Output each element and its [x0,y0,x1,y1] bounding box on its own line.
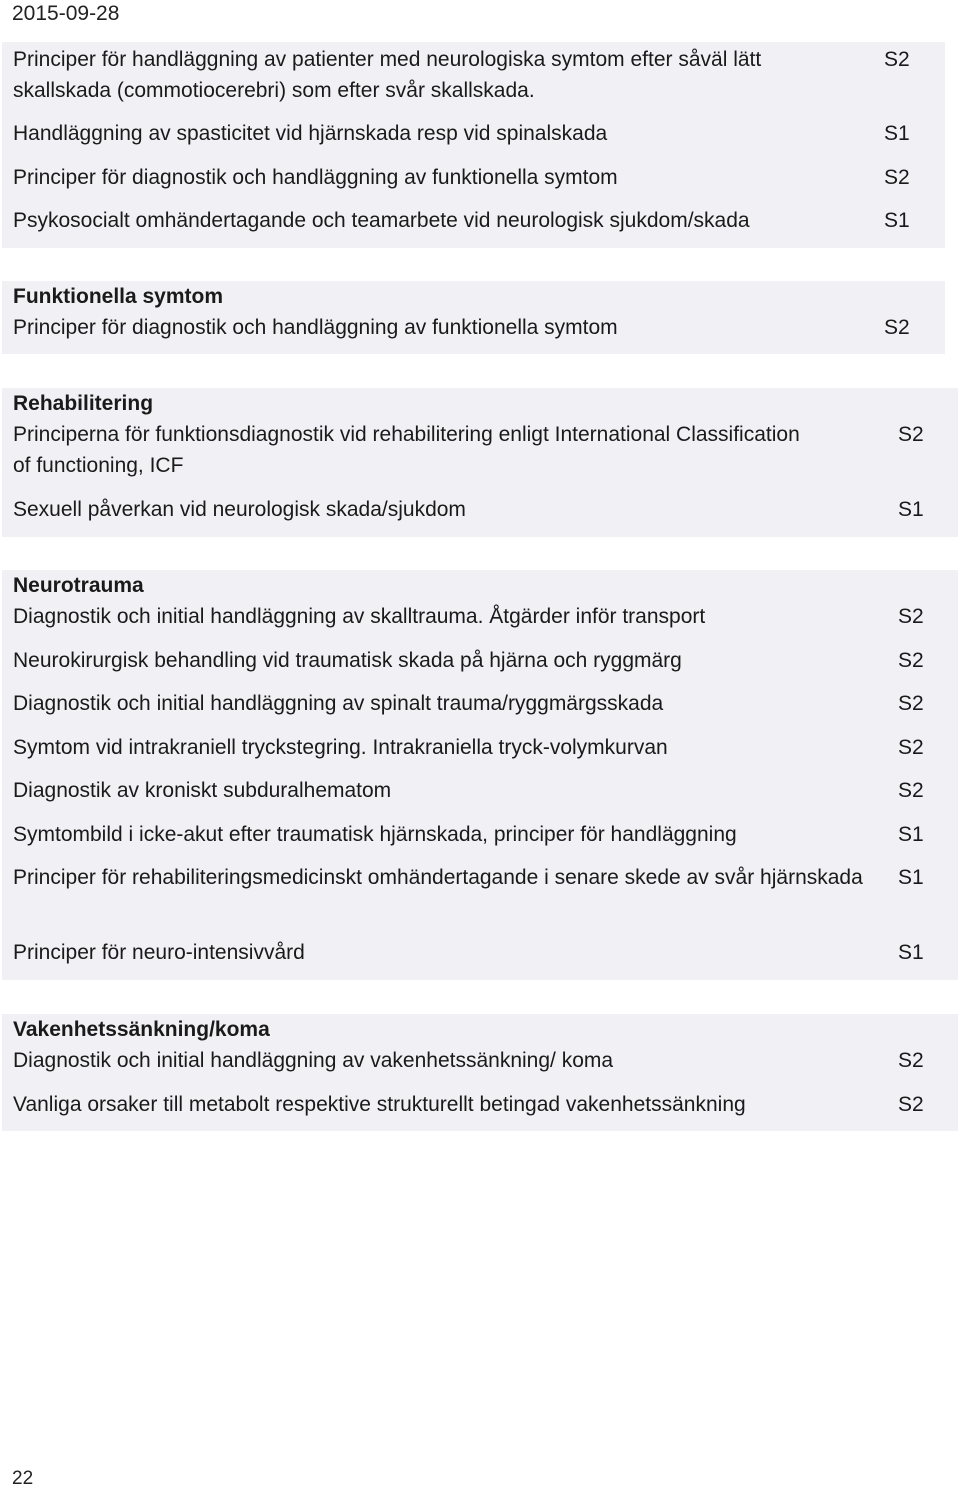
list-item [13,819,883,850]
list-item [13,1045,883,1076]
item-code: S1 [898,866,924,889]
item-text: Principer för neuro-intensivvård [13,941,305,964]
list-item [13,162,873,193]
document-date: 2015-09-28 [12,2,120,25]
list-item [13,688,883,719]
list-item [13,775,883,806]
list-item [13,494,873,525]
item-code: S2 [898,779,924,802]
section-block-general [2,42,945,248]
item-text: Principer för diagnostik och handläggning av funktionella symtom [13,166,618,189]
item-code: S2 [884,166,910,189]
item-code: S2 [898,605,924,628]
list-item [13,1089,883,1120]
list-item [13,312,873,343]
item-code: S2 [898,736,924,759]
item-text: Principerna för funktionsdiagnostik vid rehabilitering enligt International Classification of functioning, ICF [13,423,800,477]
item-code: S2 [898,1049,924,1072]
list-item [13,645,883,676]
item-text: Principer för diagnostik och handläggning av funktionella symtom [13,316,618,339]
list-item [13,44,828,106]
section-block-vakenhetssankning [2,1014,958,1131]
section-heading: Funktionella symtom [13,285,224,308]
item-text: Neurokirurgisk behandling vid traumatisk skada på hjärna och ryggmärg [13,649,682,672]
section-block-rehabilitering [2,388,958,537]
item-code: S1 [898,823,924,846]
item-code: S2 [898,649,924,672]
item-code: S1 [898,941,924,964]
item-text: Principer för rehabiliteringsmedicinskt omhändertagande i senare skede av svår hjärnskada [13,866,863,889]
section-block-funktionella-symtom [2,281,945,354]
item-text: Handläggning av spasticitet vid hjärnskada resp vid spinalskada [13,122,608,145]
item-text: Vanliga orsaker till metabolt respektive strukturellt betingad vakenhetssänkning [13,1093,746,1116]
item-code: S2 [884,316,910,339]
item-text: Psykosocialt omhändertagande och teamarbete vid neurologisk sjukdom/skada [13,209,750,232]
item-code: S1 [884,122,910,145]
item-code: S2 [884,48,910,71]
list-item [13,601,883,632]
item-text: Diagnostik och initial handläggning av vakenhetssänkning/ koma [13,1049,614,1072]
list-item [13,419,813,481]
item-text: Symtom vid intrakraniell tryckstegring. Intrakraniella tryck-volymkurvan [13,736,668,759]
page-number: 22 [12,1468,34,1489]
item-text: Sexuell påverkan vid neurologisk skada/sjukdom [13,498,466,521]
list-item [13,732,883,763]
item-code: S2 [898,1093,924,1116]
section-heading: Rehabilitering [13,392,154,415]
item-code: S1 [884,209,910,232]
item-text: Principer för handläggning av patienter med neurologiska symtom efter såväl lätt skallskada (commotiocerebri) som efter svår skallskada. [13,48,762,102]
item-text: Diagnostik och initial handläggning av spinalt trauma/ryggmärgsskada [13,692,664,715]
item-text: Diagnostik av kroniskt subduralhematom [13,779,392,802]
list-item [13,937,883,968]
section-block-neurotrauma [2,570,958,980]
section-heading: Neurotrauma [13,574,144,597]
item-text: Diagnostik och initial handläggning av skalltrauma. Åtgärder inför transport [13,605,706,628]
item-code: S1 [898,498,924,521]
item-code: S2 [898,692,924,715]
item-text: Symtombild i icke-akut efter traumatisk hjärnskada, principer för handläggning [13,823,737,846]
list-item [13,205,873,236]
section-heading: Vakenhetssänkning/koma [13,1018,270,1041]
item-code: S2 [898,423,924,446]
list-item [13,862,868,893]
list-item [13,118,873,149]
